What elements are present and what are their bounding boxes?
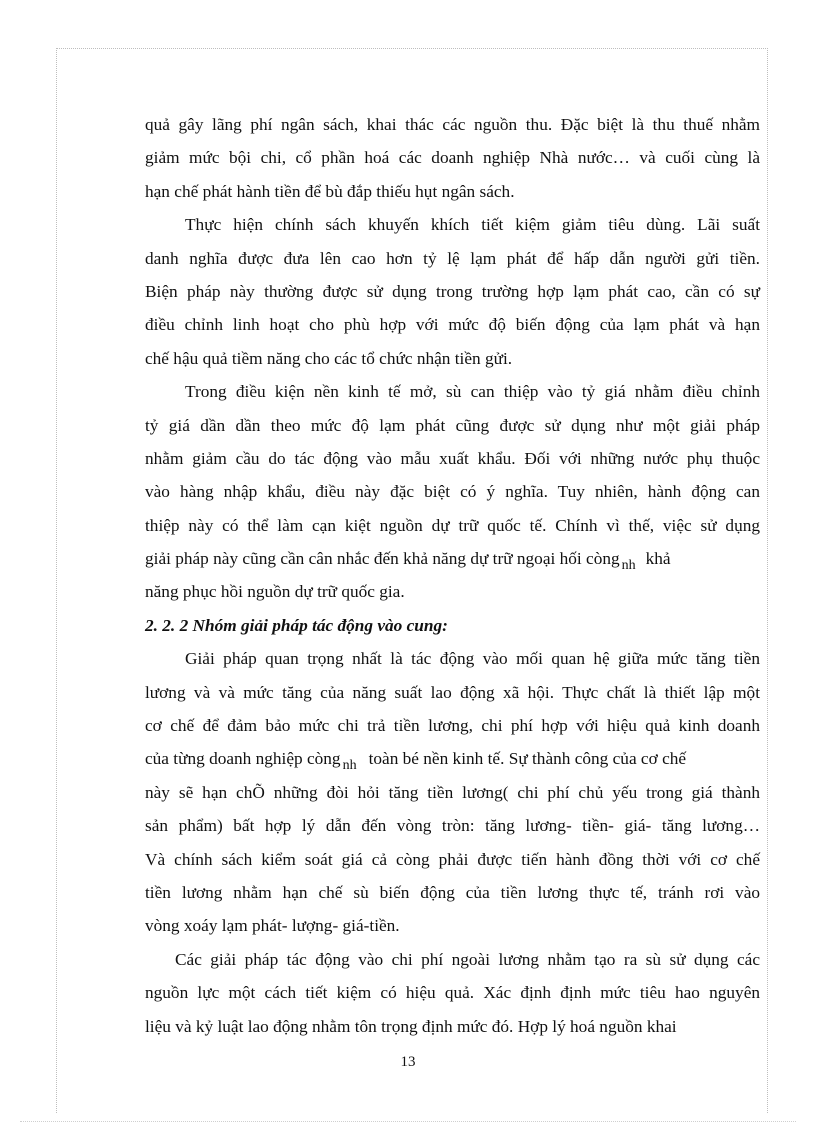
text-line: sản phẩm) bất hợp lý dẫn đến vòng tròn: tăng lương- tiền- giá- tăng lương… [145, 816, 760, 836]
text-line: hạn chế phát hành tiền để bù đắp thiếu hụt ngân sách. [145, 181, 515, 201]
text-line: thiệp này có thể làm cạn kiệt nguồn dự trữ quốc tế. Chính vì thế, việc sử dụng [145, 515, 760, 535]
text-line: này sẽ hạn chÕ những đòi hỏi tăng tiền lương( chi phí chủ yếu trong giá thành [145, 782, 760, 802]
page-bottom-edge [20, 1121, 796, 1122]
text-line: Và chính sách kiểm soát giá cả còng phải được tiến hành đồng thời với cơ chế [145, 849, 760, 869]
text-segment: của từng doanh nghiệp còng [145, 749, 341, 769]
text-segment: khả [645, 549, 671, 569]
text-line: giảm mức bội chi, cổ phần hoá các doanh nghiệp Nhà nước… và cuối cùng là [145, 148, 760, 168]
text-line: tỷ giá dần dần theo mức độ lạm phát cũng được sử dụng như một giải pháp [145, 415, 760, 435]
text-line [145, 542, 760, 575]
text-line: điều chỉnh linh hoạt cho phù hợp với mức độ biến động của lạm phát và hạn [145, 315, 760, 335]
subscript-fragment: nh [621, 558, 636, 574]
text-line: tiền lương nhằm hạn chế sù biến động của tiền lương thực tế, tránh rơi vào [145, 882, 760, 902]
text-line: liệu và kỷ luật lao động nhằm tôn trọng định mức đó. Hợp lý hoá nguồn khai [145, 1016, 677, 1036]
text-line: năng phục hồi nguồn dự trữ quốc gia. [145, 582, 405, 602]
text-line: vòng xoáy lạm phát- lượng- giá-tiền. [145, 916, 400, 936]
text-line: vào hàng nhập khẩu, điều này đặc biệt có ý nghĩa. Tuy nhiên, hành động can [145, 482, 760, 502]
text-segment: giải pháp này cũng cần cân nhắc đến khả năng dự trữ ngoại hối còng [145, 549, 620, 569]
text-line [145, 742, 760, 775]
document-body [145, 108, 760, 1043]
text-line: quả gây lãng phí ngân sách, khai thác các nguồn thu. Đặc biệt là thu thuế nhằm [145, 115, 760, 134]
subscript-fragment: nh [342, 758, 357, 774]
text-line: nguồn lực một cách tiết kiệm có hiệu quả. Xác định định mức tiêu hao nguyên [145, 983, 760, 1003]
paragraph-first-line: Các giải pháp tác động vào chi phí ngoài lương nhằm tạo ra sù sử dụng các [175, 949, 760, 969]
text-line: nhằm giảm cầu do tác động vào mẫu xuất khẩu. Đối với những nước phụ thuộc [145, 448, 760, 468]
text-segment: toàn bé nền kinh tế. Sự thành công của cơ chế [368, 749, 687, 769]
text-line: danh nghĩa được đưa lên cao hơn tỷ lệ lạm phát để hấp dẫn người gửi tiền. [145, 248, 760, 268]
text-line: cơ chế để đảm bảo mức chi trả tiền lương, chi phí hợp với hiệu quả kinh doanh [145, 716, 760, 736]
paragraph-first-line: Trong điều kiện nền kinh tế mở, sù can thiệp vào tỷ giá nhằm điều chỉnh [185, 382, 760, 402]
page-number: 13 [400, 1054, 416, 1070]
text-line: Biện pháp này thường được sử dụng trong trường hợp lạm phát cao, cần có sự [145, 281, 760, 301]
paragraph-first-line: Thực hiện chính sách khuyến khích tiết kiệm giảm tiêu dùng. Lãi suất [185, 215, 760, 235]
text-line: lương và và mức tăng của năng suất lao động xã hội. Thực chất là thiết lập một [145, 682, 760, 702]
text-line: chế hậu quả tiềm năng cho các tổ chức nhận tiền gửi. [145, 348, 513, 368]
paragraph-first-line: Giải pháp quan trọng nhất là tác động vào mối quan hệ giữa mức tăng tiền [185, 649, 760, 669]
section-heading: 2. 2. 2 Nhóm giải pháp tác động vào cung: [145, 615, 448, 635]
